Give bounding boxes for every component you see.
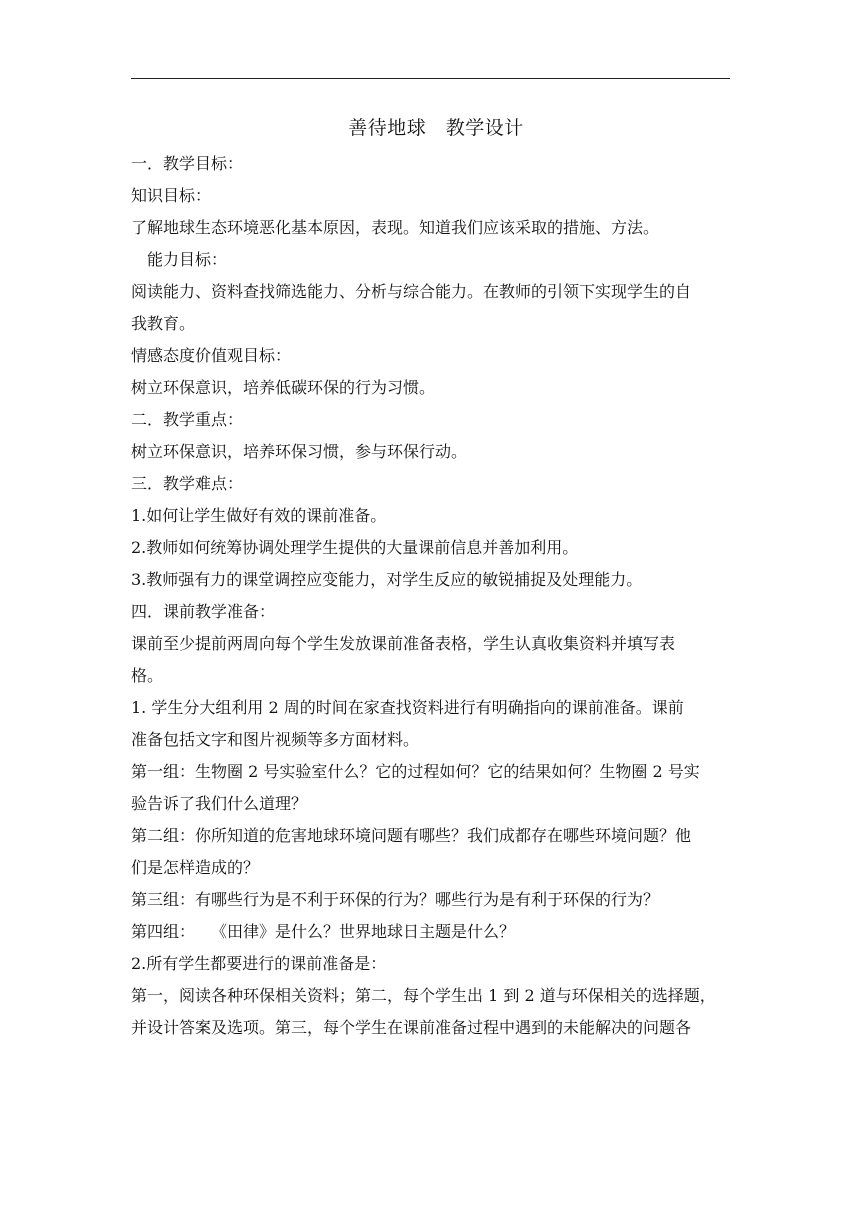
paragraph-line: 第一，阅读各种环保相关资料；第二，每个学生出 1 到 2 道与环保相关的选择题， (131, 986, 716, 1005)
list-item: 1. 学生分大组利用 2 周的时间在家查找资料进行有明确指向的课前准备。课前 (131, 698, 684, 717)
paragraph-line: 树立环保意识，培养低碳环保的行为习惯。 (131, 378, 436, 397)
section-heading-key-points: 二．教学重点： (131, 410, 244, 429)
group-item: 第四组： 《田律》是什么？世界地球日主题是什么？ (131, 922, 516, 941)
list-item: 3.教师强有力的课堂调控应变能力，对学生反应的敏锐捕捉及处理能力。 (131, 570, 643, 589)
paragraph-line: 验告诉了我们什么道理？ (131, 794, 308, 813)
paragraph-line: 阅读能力、资料查找筛选能力、分析与综合能力。在教师的引领下实现学生的自 (131, 282, 692, 301)
subheading-ability: 能力目标： (147, 250, 228, 269)
document-body (131, 108, 741, 1044)
section-heading-difficulties: 三．教学难点： (131, 474, 244, 493)
paragraph-line: 了解地球生态环境恶化基本原因，表现。知道我们应该采取的措施、方法。 (131, 218, 660, 237)
list-item: 1.如何让学生做好有效的课前准备。 (131, 506, 387, 525)
group-item: 第三组：有哪些行为是不利于环保的行为？哪些行为是有利于环保的行为？ (131, 890, 660, 909)
paragraph-line: 我教育。 (131, 314, 196, 333)
header-rule (131, 78, 730, 79)
section-heading-objectives: 一．教学目标： (131, 154, 244, 173)
list-item: 2.教师如何统筹协调处理学生提供的大量课前信息并善加利用。 (131, 538, 579, 557)
paragraph-line: 课前至少提前两周向每个学生发放课前准备表格，学生认真收集资料并填写表 (131, 634, 676, 653)
paragraph-line: 们是怎样造成的？ (131, 858, 260, 877)
paragraph-line: 并设计答案及选项。第三，每个学生在课前准备过程中遇到的未能解决的问题各 (131, 1018, 692, 1037)
group-item: 第二组：你所知道的危害地球环境问题有哪些？我们成都存在哪些环境问题？他 (131, 826, 692, 845)
paragraph-line: 准备包括文字和图片视频等多方面材料。 (131, 730, 420, 749)
subheading-knowledge: 知识目标： (131, 186, 212, 205)
subheading-attitude: 情感态度价值观目标： (131, 346, 292, 365)
paragraph-line: 树立环保意识，培养环保习惯，参与环保行动。 (131, 442, 468, 461)
section-heading-preparation: 四．课前教学准备： (131, 602, 276, 621)
list-item: 2.所有学生都要进行的课前准备是： (131, 954, 387, 973)
group-item: 第一组：生物圈 2 号实验室什么？它的过程如何？它的结果如何？生物圈 2 号实 (131, 762, 700, 781)
paragraph-line: 格。 (131, 666, 164, 685)
document-title: 善待地球 教学设计 (348, 117, 524, 139)
